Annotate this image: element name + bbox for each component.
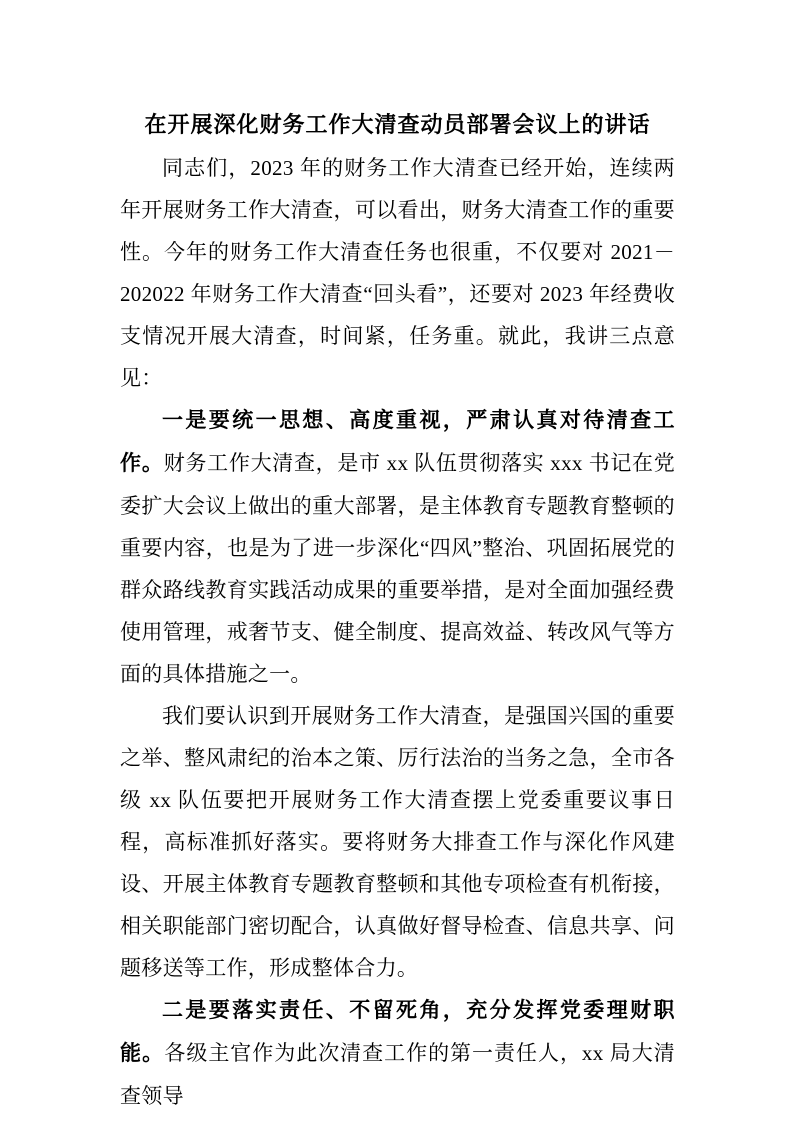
paragraph-point-one-text: 财务工作大清查，是市 xx 队伍贯彻落实 xxx 书记在党委扩大会议上做出的重大部署，是主体教育专题教育整顿的重要内容，也是为了进一步深化“四风”整治、巩固拓展党的群众路线教育实践活动成果的重要举措，是对全面加强经费使用管理，戒奢节支、健全制度、提高效益、转改风气等方面的具体措施之一。 [120,451,676,686]
paragraph-point-one-lead: 一是要统一思想、高度重视，严肃认真对待清查工作。 [120,409,675,475]
paragraph-point-two-lead: 二是要落实责任、不留死角，充分发挥党委理财职能。 [120,999,675,1065]
paragraph-intro-text: 同志们，2023 年的财务工作大清查已经开始，连续两年开展财务工作大清查，可以看出，财务大清查工作的重要性。今年的财务工作大清查任务也很重，不仅要对 2021－202022 年财务工作大清查“回头看”，还要对 2023 年经费收支情况开展大清查，时间紧，任务重。就此，我讲三点意见： [120,156,675,390]
paragraph-intro [120,147,675,399]
document-title: 在开展深化财务工作大清查动员部署会议上的讲话 [144,112,651,137]
paragraph-point-one [120,399,675,695]
paragraph-awareness-text: 我们要认识到开展财务工作大清查，是强国兴国的重要之举、整风肃纪的治本之策、厉行法治的当务之急，全市各级 xx 队伍要把开展财务工作大清查摆上党委重要议事日程，高标准抓好落实。要将财务大排查工作与深化作风建设、开展主体教育专题教育整顿和其他专项检查有机衔接，相关职能部门密切配合，认真做好督导检查、信息共享、问题移送等工作，形成整体合力。 [120,704,675,980]
paragraph-awareness [120,695,675,989]
paragraph-point-two [120,989,675,1117]
paragraph-point-two-text: 各级主官作为此次清查工作的第一责任人，xx 局大清查领导 [120,1041,676,1108]
